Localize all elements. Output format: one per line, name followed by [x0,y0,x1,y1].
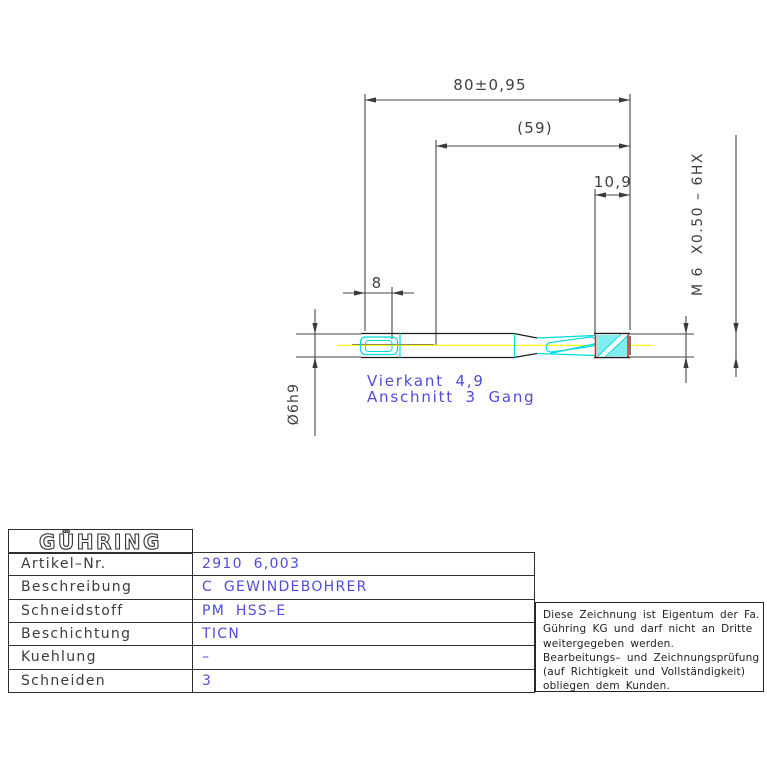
row-label: Beschichtung [9,623,193,645]
extension-lines [296,94,736,436]
dim-shank-diameter: Ø6h9 [286,382,302,426]
disclaimer-line: Gühring KG und darf nicht an Dritte [543,623,753,636]
disclaimer-line: (auf Richtigkeit und Vollständigkeit) [543,666,746,679]
dimension-lines [365,100,630,195]
row-label: Beschreibung [9,576,193,598]
disclaimer-line: Bearbeitungs– und Zeichnungsprüfung [543,651,760,664]
dimension-arrows [312,97,738,368]
table-row [9,553,534,576]
row-label: Artikel–Nr. [9,553,193,575]
dim-total-length: 80±0,95 [453,76,527,94]
row-label: Schneiden [9,670,193,692]
disclaimer-line: obliegen dem Kunden. [543,680,670,693]
row-value: PM HSS–E [202,602,287,619]
row-label: Schneidstoff [9,600,193,622]
table-row [9,600,534,623]
row-value: 2910 6,003 [202,556,301,573]
dim-thread-spec: M 6 X0.50 – 6HX [690,151,706,297]
dim-flute-length: (59) [517,119,553,137]
disclaimer-box [535,602,764,692]
row-value: C GEWINDEBOHRER [202,579,368,596]
dim-chamfer-length: 10,9 [593,173,632,191]
row-value: TICN [202,626,241,643]
logo-box [8,529,193,554]
table-row [9,646,534,669]
dim-square-length: 8 [371,274,383,292]
table-row [9,623,534,646]
table-row [9,670,534,692]
annotation-anschnitt: Anschnitt 3 Gang [367,388,536,406]
disclaimer-line: Diese Zeichnung ist Eigentum der Fa. [543,609,760,621]
row-value: 3 [202,672,213,689]
annotation-vierkant: Vierkant 4,9 [367,372,485,390]
row-value: – [202,649,211,666]
title-table [8,552,535,693]
thread-section [594,334,630,359]
row-label: Kuehlung [9,646,193,668]
table-row [9,576,534,599]
disclaimer-line: weitergegeben werden. [543,637,675,650]
guehring-logo: GÜHRING [39,529,162,554]
